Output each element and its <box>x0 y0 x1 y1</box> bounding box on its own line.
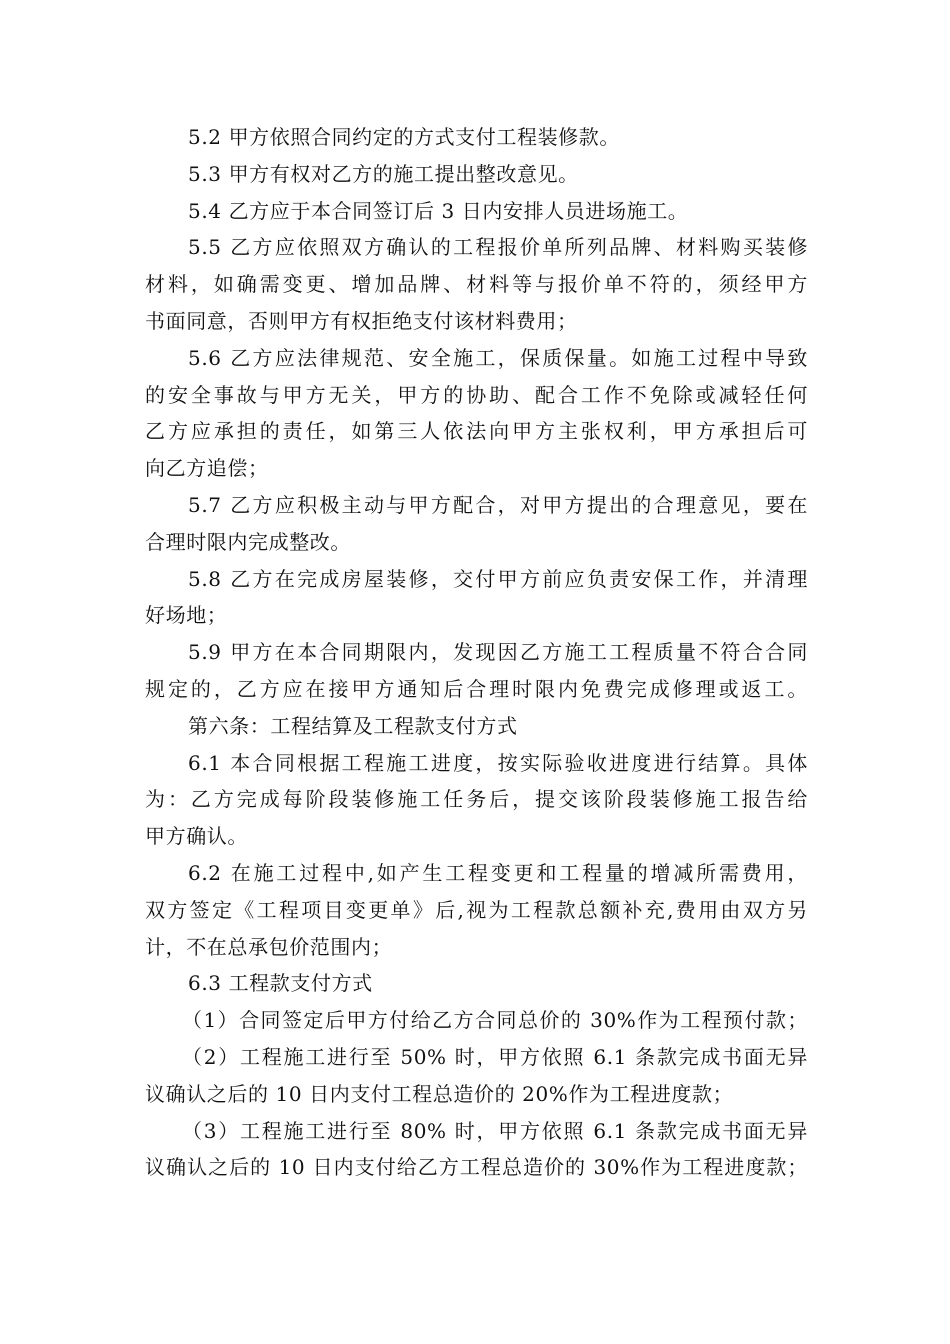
text-line: 5.6 乙方应法律规范、安全施工，保质保量。如施工过程中导致 <box>188 345 808 370</box>
text-line: 书面同意，否则甲方有权拒绝支付该材料费用； <box>145 308 578 333</box>
text-line: 5.5 乙方应依照双方确认的工程报价单所列品牌、材料购买装修 <box>188 235 808 260</box>
text-line: 6.1 本合同根据工程施工进度，按实际验收进度进行结算。具体 <box>188 750 808 775</box>
text-line: 向乙方追偿； <box>145 456 269 481</box>
text-line: 双方签定《工程项目变更单》后,视为工程款总额补充,费用由双方另 <box>145 897 808 922</box>
text-line: （1）合同签定后甲方付给乙方合同总价的 30%作为工程预付款； <box>182 1008 808 1033</box>
text-line: 规定的，乙方应在接甲方通知后合理时限内免费完成修理或返工。 <box>145 676 808 701</box>
text-line: （3）工程施工进行至 80% 时，甲方依照 6.1 条款完成书面无异 <box>182 1118 808 1143</box>
text-line: 为：乙方完成每阶段装修施工任务后，提交该阶段装修施工报告给 <box>145 787 808 812</box>
text-line: 乙方应承担的责任，如第三人依法向甲方主张权利，甲方承担后可 <box>145 419 808 444</box>
text-line: 议确认之后的 10 日内支付工程总造价的 20%作为工程进度款； <box>145 1081 734 1106</box>
text-line: 5.2 甲方依照合同约定的方式支付工程装修款。 <box>188 125 620 149</box>
text-line: 甲方确认。 <box>145 824 248 849</box>
section-heading: 第六条：工程结算及工程款支付方式 <box>188 713 518 738</box>
text-line: （2）工程施工进行至 50% 时，甲方依照 6.1 条款完成书面无异 <box>182 1044 808 1069</box>
text-line: 好场地； <box>145 603 228 628</box>
text-line: 议确认之后的 10 日内支付给乙方工程总造价的 30%作为工程进度款； <box>145 1155 808 1180</box>
text-line: 6.2 在施工过程中,如产生工程变更和工程量的增减所需费用， <box>188 860 808 885</box>
text-line: 5.3 甲方有权对乙方的施工提出整改意见。 <box>188 161 579 186</box>
text-line: 5.8 乙方在完成房屋装修，交付甲方前应负责安保工作，并清理 <box>188 566 808 591</box>
text-line: 5.4 乙方应于本合同签订后 3 日内安排人员进场施工。 <box>188 198 689 223</box>
text-line: 的安全事故与甲方无关，甲方的协助、配合工作不免除或减轻任何 <box>145 382 808 407</box>
text-line: 5.7 乙方应积极主动与甲方配合，对甲方提出的合理意见，要在 <box>188 492 808 517</box>
text-line: 计，不在总承包价范围内； <box>145 934 393 959</box>
text-line: 合理时限内完成整改。 <box>145 529 351 554</box>
text-line: 5.9 甲方在本合同期限内，发现因乙方施工工程质量不符合合同 <box>188 640 808 665</box>
text-line: 6.3 工程款支付方式 <box>188 971 373 996</box>
text-line: 材料，如确需变更、增加品牌、材料等与报价单不符的，须经甲方 <box>145 272 808 297</box>
